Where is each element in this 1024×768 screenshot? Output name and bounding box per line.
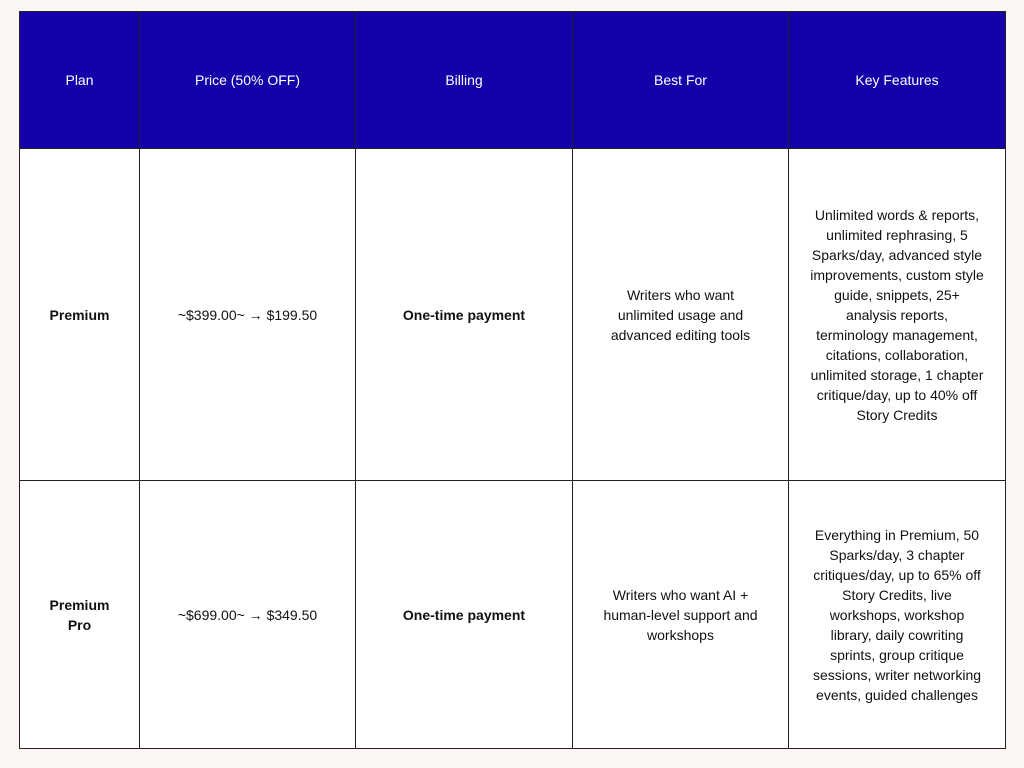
best-for-cell: Writers who want AI + human-level support and workshops: [573, 481, 789, 749]
header-best-for: Best For: [573, 12, 789, 149]
best-for-cell: Writers who want unlimited usage and advanced editing tools: [573, 149, 789, 481]
header-price: Price (50% OFF): [140, 12, 356, 149]
billing-cell: One-time payment: [356, 149, 573, 481]
billing-cell: One-time payment: [356, 481, 573, 749]
pricing-table: [19, 11, 1006, 749]
header-plan: Plan: [20, 12, 140, 149]
table-header-row: [20, 12, 1006, 149]
key-features-cell: Everything in Premium, 50 Sparks/day, 3 chapter critiques/day, up to 65% off Story Credits, live workshops, workshop library, daily cowriting sprints, group critique sessions, writer networking events, guided challenges: [789, 481, 1006, 749]
header-key-features: Key Features: [789, 12, 1006, 149]
plan-name-text: Premium Pro: [49, 596, 110, 633]
table-row: [20, 149, 1006, 481]
plan-name-cell: [20, 481, 140, 749]
pricing-table-container: [19, 11, 1005, 748]
header-billing: Billing: [356, 12, 573, 149]
price-cell: ~$699.00~ → $349.50: [140, 481, 356, 749]
key-features-cell: Unlimited words & reports, unlimited rephrasing, 5 Sparks/day, advanced style improvements, custom style guide, snippets, 25+ analysis reports, terminology management, citations, collaboration, unlimited storage, 1 chapter critique/day, up to 40% off Story Credits: [789, 149, 1006, 481]
plan-name-cell: Premium: [20, 149, 140, 481]
table-row: [20, 481, 1006, 749]
price-cell: ~$399.00~ → $199.50: [140, 149, 356, 481]
